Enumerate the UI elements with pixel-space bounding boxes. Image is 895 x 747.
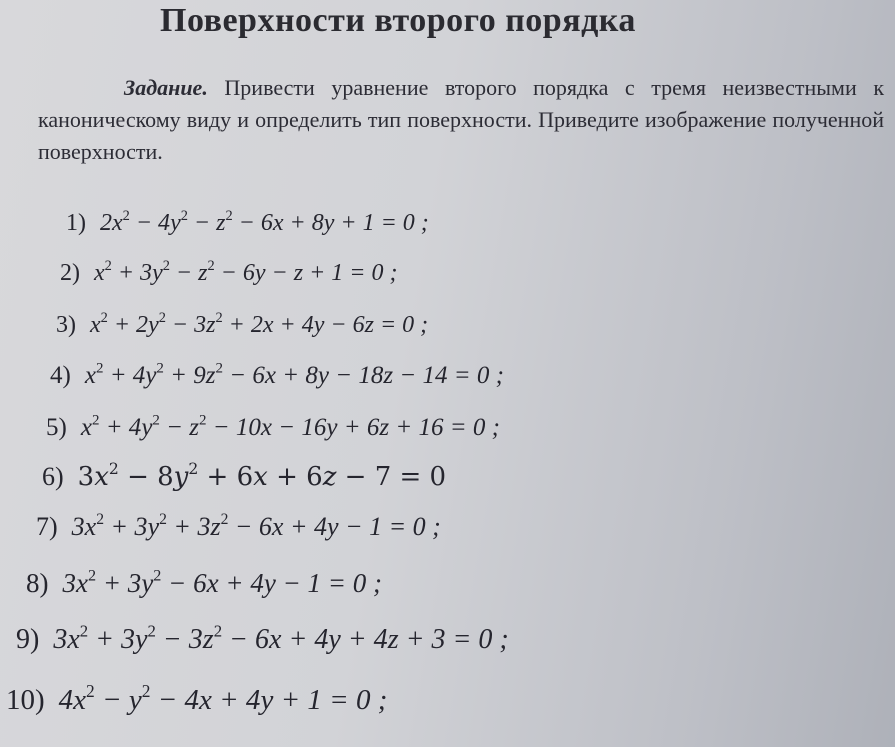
equation-expression: $x^2 + 2y^2 - 3z^2 + 2x + 4y - 6z = 0$ ; bbox=[90, 309, 429, 338]
equation-5 bbox=[46, 414, 500, 442]
equation-number: 7) bbox=[36, 512, 58, 541]
equation-expression: $3x^2 - 8y^2 + 6x + 6z - 7 = 0$ bbox=[77, 460, 447, 492]
equation-number: 10) bbox=[6, 684, 45, 716]
page-title: Поверхности второго порядка bbox=[160, 2, 636, 39]
equation-expression: $x^2 + 4y^2 - z^2 - 10x - 16y + 6z + 16 = 0$ ; bbox=[80, 412, 500, 441]
equation-number: 4) bbox=[50, 362, 71, 389]
equation-number: 2) bbox=[60, 260, 80, 286]
equation-expression: $3x^2 + 3y^2 - 3z^2 - 6x + 4y + 4z + 3 = 0$ ; bbox=[53, 621, 509, 655]
equation-expression: $3x^2 + 3y^2 - 6x + 4y - 1 = 0$ ; bbox=[62, 566, 383, 598]
task-text: Привести уравнение второго порядка с тремя неизвестными к каноническому виду и определить тип поверхности. Приведите изображение полученной поверхности. bbox=[38, 75, 885, 164]
equation-number: 9) bbox=[16, 624, 40, 655]
equation-expression: $3x^2 + 3y^2 + 3z^2 - 6x + 4y - 1 = 0$ ; bbox=[71, 511, 441, 541]
equation-4 bbox=[50, 362, 504, 390]
task-label: Задание. bbox=[124, 75, 208, 100]
equation-1 bbox=[66, 207, 429, 237]
task-paragraph bbox=[38, 72, 884, 168]
equation-number: 3) bbox=[56, 312, 76, 338]
equation-2 bbox=[60, 257, 398, 287]
equation-number: 1) bbox=[66, 210, 86, 236]
equation-expression: $4x^2 - y^2 - 4x + 4y + 1 = 0$ ; bbox=[58, 680, 388, 716]
equation-6 bbox=[42, 462, 446, 492]
equation-10 bbox=[6, 680, 388, 717]
equation-9 bbox=[16, 621, 509, 656]
equation-3 bbox=[56, 309, 429, 339]
equation-expression: $2x^2 - 4y^2 - z^2 - 6x + 8y + 1 = 0$ ; bbox=[100, 207, 429, 236]
equation-number: 5) bbox=[46, 414, 67, 441]
equation-number: 8) bbox=[26, 568, 49, 598]
equation-number: 6) bbox=[42, 462, 64, 491]
equation-8 bbox=[26, 568, 382, 599]
equation-expression: $x^2 + 4y^2 + 9z^2 - 6x + 8y - 18z - 14 = 0$ ; bbox=[84, 360, 504, 389]
equation-7 bbox=[36, 512, 441, 542]
equation-expression: $x^2 + 3y^2 - z^2 - 6y - z + 1 = 0$ ; bbox=[94, 257, 398, 286]
